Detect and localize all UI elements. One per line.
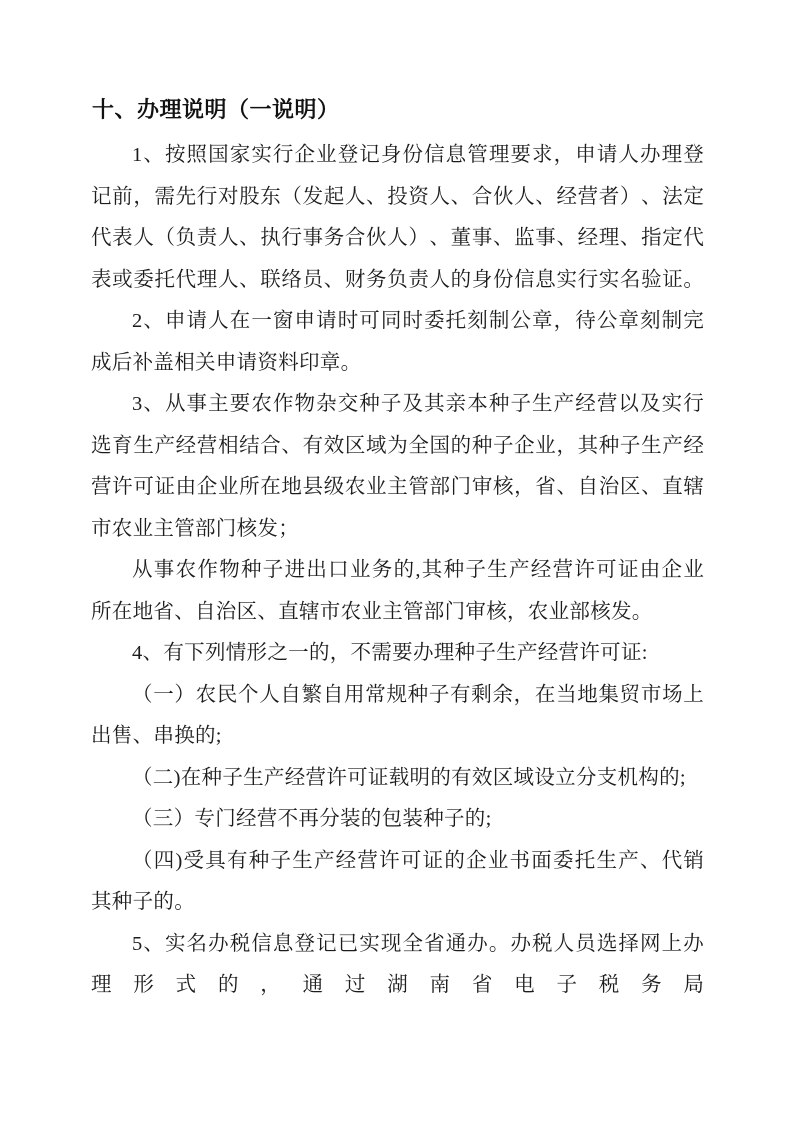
- document-content: [91, 0, 704, 1122]
- text-line: 1 、 按 照 国 家 实 行 企 业 登 记 身 份 信 息 管 理 要 求 ， 申 请 人 办 理 登: [132, 144, 704, 166]
- text-line: 记 前 ， 需 先 行 对 股 东 （ 发 起 人 、 投 资 人 、 合 伙 人 、 经 营 者 ） 、 法 定: [91, 185, 704, 208]
- text-line: 所在地省、自治区、直辖市农业主管部门审核，农业部核发。: [91, 600, 653, 623]
- text-line: 选 育 生 产 经 营 相 结 合 、 有 效 区 域 为 全 国 的 种 子 企 业 ， 其 种 子 生 产 经: [91, 434, 704, 457]
- text-line: 成后补盖相关申请资料印章。: [91, 351, 362, 374]
- text-line: 市农业主管部门核发；: [91, 517, 299, 540]
- body-text: [91, 135, 704, 1007]
- text-line: 其种子的。: [91, 891, 195, 913]
- text-line: 理 形 式 的 ， 通 过 湖 南 省 电 子 税 务 局: [91, 974, 704, 996]
- text-line: 3 、 从 事 主 要 农 作 物 杂 交 种 子 及 其 亲 本 种 子 生 产 经 营 以 及 实 行: [132, 393, 704, 415]
- section-title: 十、办理说明（一说明）: [92, 97, 340, 122]
- text-line: （三）专门经营不再分装的包装种子的;: [132, 808, 492, 830]
- text-line: 从 事 农 作 物 种 子 进 出 口 业 务 的 , 其 种 子 生 产 经 营 许 可 证 由 企 业: [132, 559, 704, 581]
- text-line: 营 许 可 证 由 企 业 所 在 地 县 级 农 业 主 管 部 门 审 核 ， 省 、 自 治 区 、 直 辖: [91, 476, 704, 498]
- text-line: 4、有下列情形之一的，不需要办理种子生产经营许可证:: [132, 642, 648, 664]
- text-line: （ 一 ） 农 民 个 人 自 繁 自 用 常 规 种 子 有 剩 余 ， 在 当 地 集 贸 市 场 上: [132, 683, 704, 706]
- text-line: 出售、串换的;: [91, 725, 222, 747]
- text-line: 表 或 委 托 代 理 人 、 联 络 员 、 财 务 负 责 人 的 身 份 信 息 实 行 实 名 验 证 。: [91, 268, 704, 291]
- text-line: （ 四 ) 受 具 有 种 子 生 产 经 营 许 可 证 的 企 业 书 面 委 托 生 产 、 代 销: [132, 849, 704, 872]
- text-line: 代 表 人 （ 负 责 人 、 执 行 事 务 合 伙 人 ） 、 董 事 、 监 事 、 经 理 、 指 定 代: [91, 227, 704, 249]
- text-line: 5 、 实 名 办 税 信 息 登 记 已 实 现 全 省 通 办 。 办 税 人 员 选 择 网 上 办: [132, 932, 704, 955]
- text-line: （二)在种子生产经营许可证载明的有效区域设立分支机构的;: [132, 766, 686, 789]
- text-line: 2 、 申 请 人 在 一 窗 申 请 时 可 同 时 委 托 刻 制 公 章 ， 待 公 章 刻 制 完: [132, 310, 704, 332]
